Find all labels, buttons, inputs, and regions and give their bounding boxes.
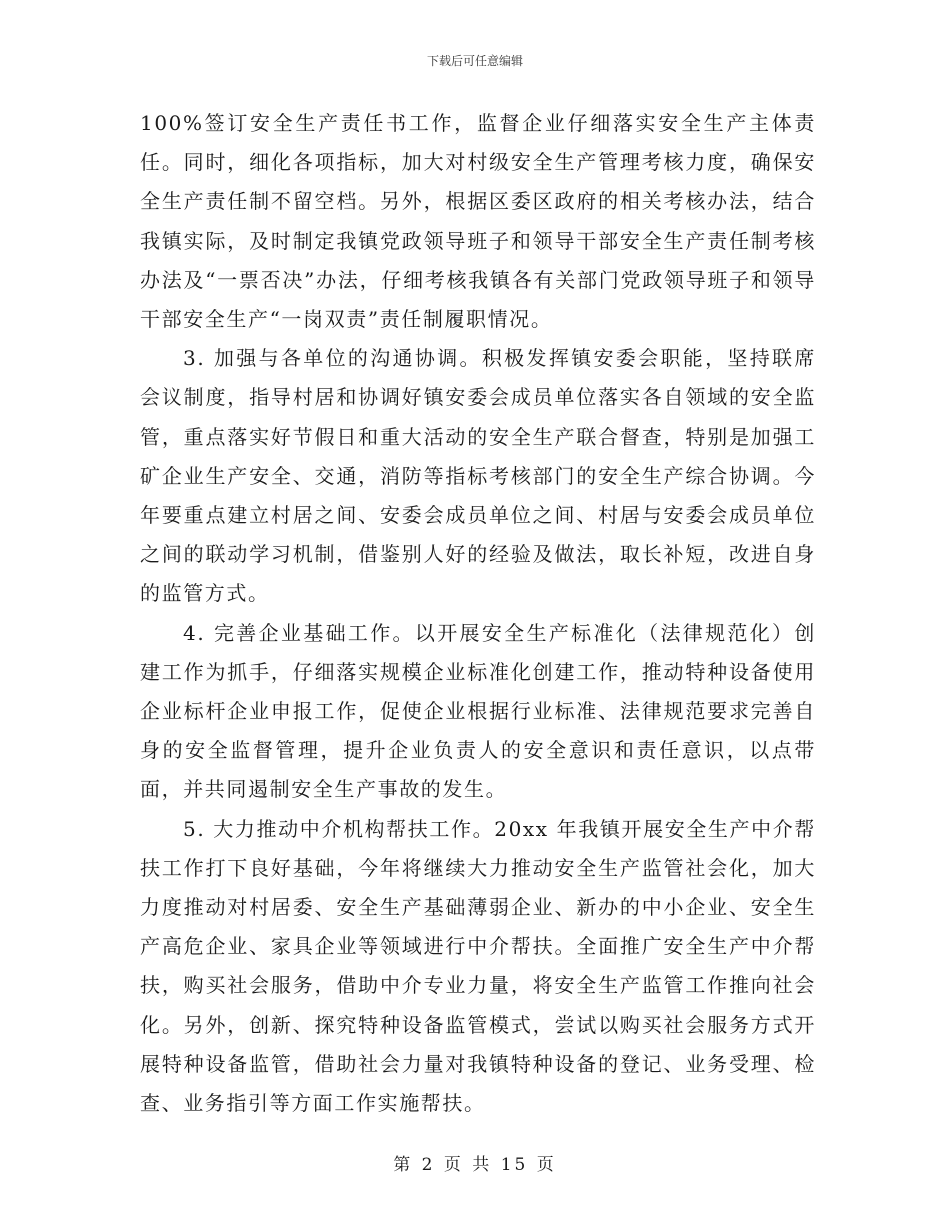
page-number: 第 2 页 共 15 页 xyxy=(393,1155,557,1175)
page-header: 下载后可任意编辑 xyxy=(426,54,523,68)
paragraph-continuation: 100%签订安全生产责任书工作，监督企业仔细落实安全生产主体责任。同时，细化各项指标，加大对村级安全生产管理考核力度，确保安全生产责任制不留空档。另外，根据区委区政府的相关考核办法，结合我镇实际，及时制定我镇党政领导班子和领导干部安全生产责任制考核办法及“一票否决”办法，仔细考核我镇各有关部门党政领导班子和领导干部安全生产“一岗双责”责任制履职情况。 xyxy=(140,111,816,332)
paragraph-item-4: 4. 完善企业基础工作。以开展安全生产标准化（法律规范化）创建工作为抓手，仔细落实规模企业标准化创建工作，推动特种设备使用企业标杆企业申报工作，促使企业根据行业标准、法律规范要求完善自身的安全监督管理，提升企业负责人的安全意识和责任意识，以点带面，并共同遏制安全生产事故的发生。 xyxy=(140,620,816,802)
document-body xyxy=(140,104,816,1123)
paragraph-item-5: 5. 大力推动中介机构帮扶工作。20xx 年我镇开展安全生产中介帮扶工作打下良好基础，今年将继续大力推动安全生产监管社会化，加大力度推动对村居委、安全生产基础薄弱企业、新办的中小企业、安全生产高危企业、家具企业等领域进行中介帮扶。全面推广安全生产中介帮扶，购买社会服务，借助中介专业力量，将安全生产监管工作推向社会化。另外，创新、探究特种设备监管模式，尝试以购买社会服务方式开展特种设备监管，借助社会力量对我镇特种设备的登记、业务受理、检查、业务指引等方面工作实施帮扶。 xyxy=(140,816,816,1116)
paragraph-item-3: 3. 加强与各单位的沟通协调。积极发挥镇安委会职能，坚持联席会议制度，指导村居和协调好镇安委会成员单位落实各自领域的安全监管，重点落实好节假日和重大活动的安全生产联合督查，特别是加强工矿企业生产安全、交通，消防等指标考核部门的安全生产综合协调。今年要重点建立村居之间、安委会成员单位之间、村居与安委会成员单位之间的联动学习机制，借鉴别人好的经验及做法，取长补短，改进自身的监管方式。 xyxy=(140,346,816,606)
